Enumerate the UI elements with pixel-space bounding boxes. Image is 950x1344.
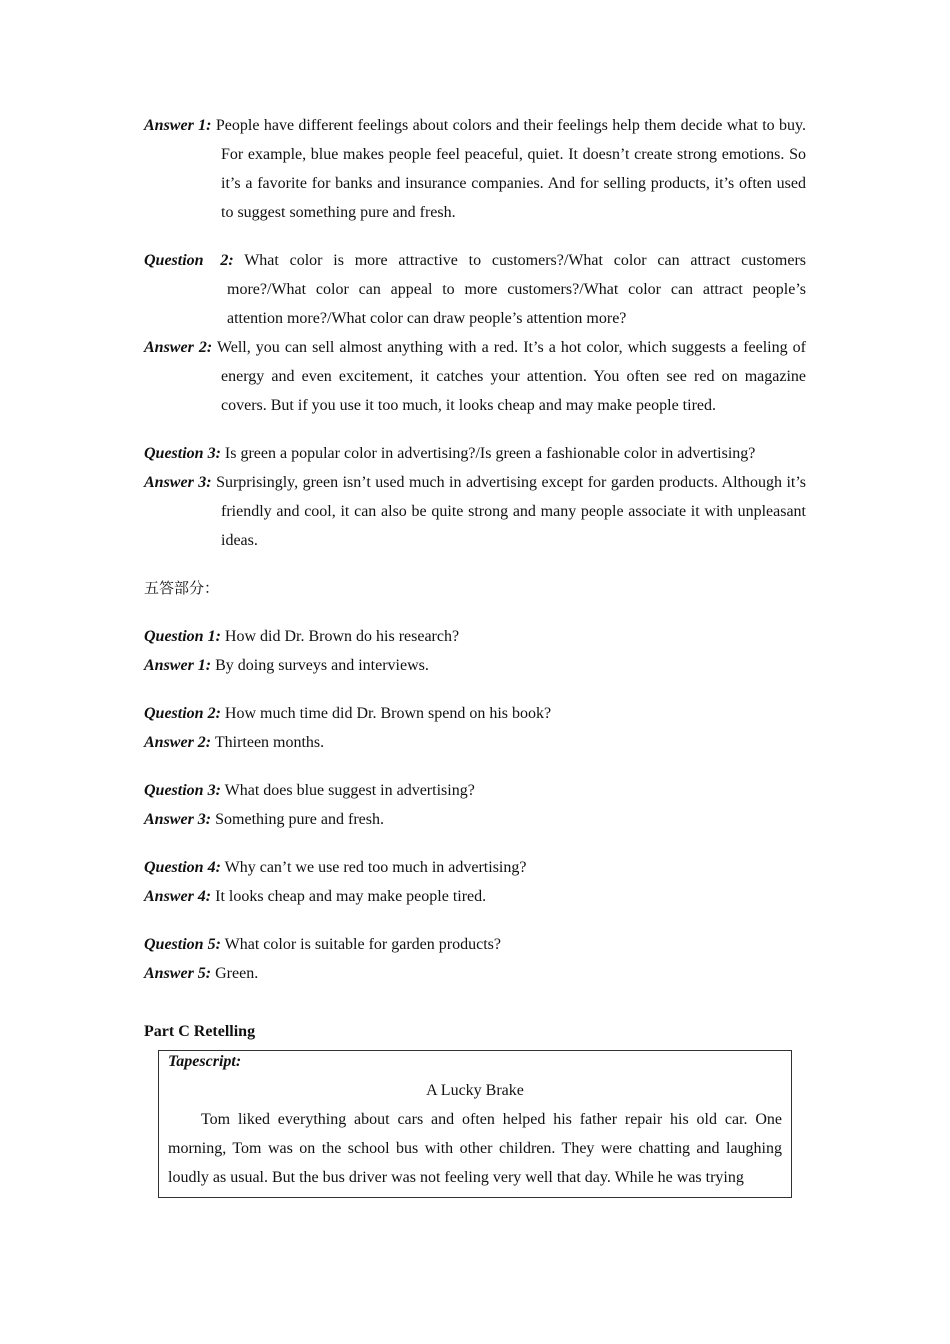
answer-text: Well, you can sell almost anything with a red. It’s a hot color, which suggests a feeling of energy and even excitement, it catches your attention. You often see red on magazine covers. But if you use it too much, it looks cheap and may make people tired. <box>216 339 806 414</box>
label: Answer 1: <box>144 657 212 674</box>
label: Question 1: <box>144 628 221 645</box>
qa-item <box>144 853 806 911</box>
question <box>144 853 806 882</box>
qa-item <box>144 776 806 834</box>
question-3-prev <box>144 439 806 468</box>
answer <box>144 651 806 680</box>
answer-text: Green. <box>215 965 259 982</box>
question-2-prev <box>144 246 806 333</box>
label: Answer 3: <box>144 811 212 828</box>
answer-text: Something pure and fresh. <box>215 811 384 828</box>
question-text: Why can’t we use red too much in advertising? <box>224 859 527 876</box>
label: Question 3: <box>144 445 221 462</box>
question <box>144 930 806 959</box>
answer <box>144 805 806 834</box>
label: Answer 1: <box>144 117 212 134</box>
answer-text: It looks cheap and may make people tired. <box>215 888 487 905</box>
question-text: What color is more attractive to customers?/What color can attract customers more?/What color can appeal to more customers?/What color can attract people’s attention more?/What color can draw people’s attention more? <box>227 252 806 327</box>
answer-text: By doing surveys and interviews. <box>215 657 429 674</box>
label: Answer 2: <box>144 734 212 751</box>
qa-item <box>144 699 806 757</box>
tapescript-box <box>158 1050 792 1198</box>
question <box>144 776 806 805</box>
answer-1-prev <box>144 111 806 227</box>
label: Question 2: <box>144 705 221 722</box>
answer <box>144 882 806 911</box>
question <box>144 622 806 651</box>
answer-2-prev <box>144 333 806 420</box>
answer-3-prev <box>144 468 806 555</box>
answer-text: Surprisingly, green isn’t used much in advertising except for garden products. Although it’s friendly and cool, it can also be quite strong and many people associate it with unpleasant ideas. <box>216 474 807 549</box>
label: Question 3: <box>144 782 221 799</box>
answer-text: Thirteen months. <box>214 734 325 751</box>
answer <box>144 728 806 757</box>
question <box>144 699 806 728</box>
question-text: Is green a popular color in advertising?/Is green a fashionable color in advertising? <box>224 445 756 462</box>
qa-list <box>144 622 806 988</box>
label: Answer 2: <box>144 339 213 356</box>
content <box>144 111 806 1198</box>
part-c-heading: Part C Retelling <box>144 1023 256 1040</box>
section-heading: 五答部分： <box>144 579 220 597</box>
label: Question 4: <box>144 859 221 876</box>
tapescript-label: Tapescript: <box>168 1053 242 1070</box>
story-body: Tom liked everything about cars and often helped his father repair his old car. One morning, Tom was on the school bus with other children. They were chatting and laughing loudly as usual. But the bus driver was not feeling very well that day. While he was trying <box>168 1111 782 1186</box>
question-text: How much time did Dr. Brown spend on his book? <box>224 705 552 722</box>
label: Question 2: <box>144 252 234 269</box>
answer <box>144 959 806 988</box>
label: Answer 3: <box>144 474 212 491</box>
story-title: A Lucky Brake <box>426 1082 524 1099</box>
question-text: What color is suitable for garden products? <box>224 936 501 953</box>
answer-text: People have different feelings about colors and their feelings help them decide what to buy. For example, blue makes people feel peaceful, quiet. It doesn’t create strong emotions. So it’s a favorite for banks and insurance companies. And for selling products, it’s often used to suggest something pure and fresh. <box>215 117 807 221</box>
label: Question 5: <box>144 936 221 953</box>
label: Answer 4: <box>144 888 212 905</box>
qa-item <box>144 622 806 680</box>
label: Answer 5: <box>144 965 212 982</box>
question-text: How did Dr. Brown do his research? <box>224 628 460 645</box>
question-text: What does blue suggest in advertising? <box>224 782 475 799</box>
qa-item <box>144 930 806 988</box>
